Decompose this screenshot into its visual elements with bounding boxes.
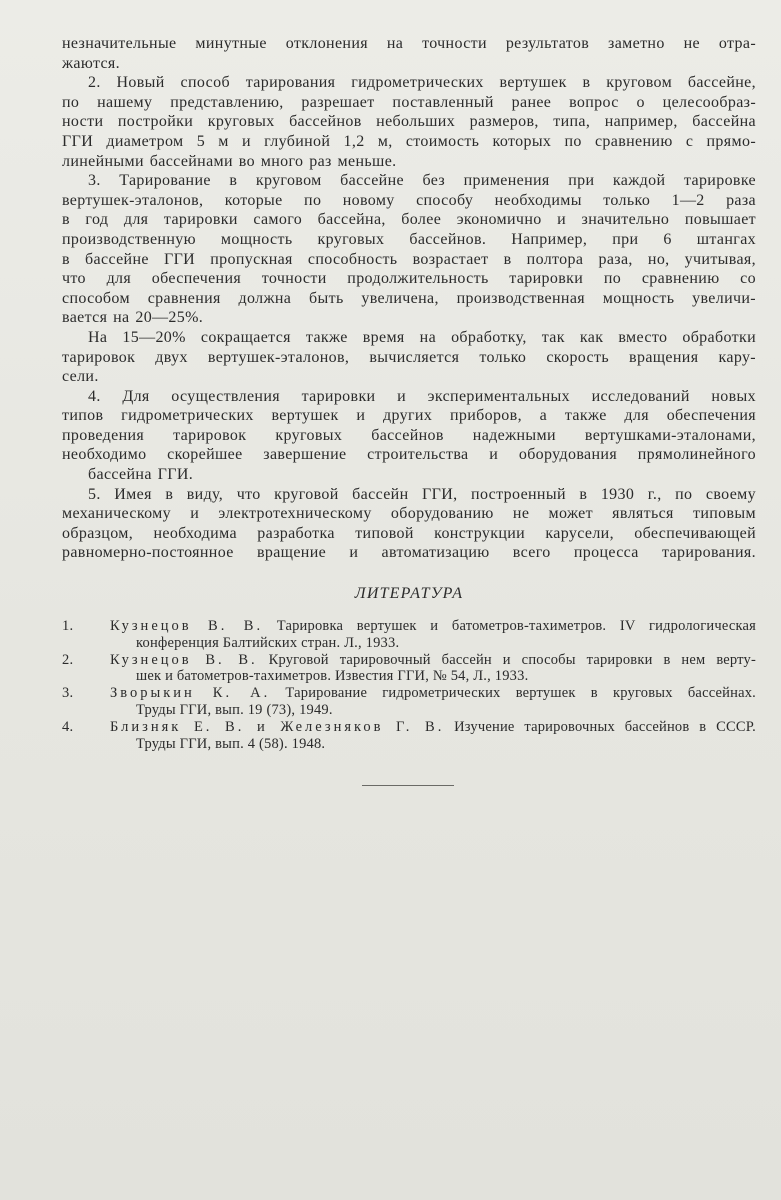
text-line: механическому и электротехническому оборудованию не может являться типовым xyxy=(62,505,756,523)
reference-item xyxy=(62,652,756,686)
paragraph-4 xyxy=(62,387,756,485)
text-line: На 15—20% сокращается также время на обработку, так как вместо обработки xyxy=(88,328,756,346)
reference-line: Труды ГГИ, вып. 19 (73), 1949. xyxy=(136,702,333,719)
paragraph-5 xyxy=(62,485,756,563)
reference-item xyxy=(62,685,756,719)
reference-item xyxy=(62,719,756,753)
reference-text: Круговой тарировочный бассейн и способы тарировки в нем верту- xyxy=(268,651,756,668)
text-line: вается на 20—25%. xyxy=(62,309,204,327)
text-line: типов гидрометрических вертушек и других приборов, а также для обеспечения xyxy=(62,407,756,425)
reference-line: конференция Балтийских стран. Л., 1933. xyxy=(136,634,400,651)
text-line: 5. Имея в виду, что круговой бассейн ГГИ, построенный в 1930 г., по своему xyxy=(88,485,756,503)
text-line: по нашему представлению, разрешает поставленный ранее вопрос о целесообраз- xyxy=(62,93,756,111)
reference-text: Тарировка вертушек и батометров-тахиметров. IV гидрологическая xyxy=(276,618,756,635)
reference-line xyxy=(110,618,756,635)
paragraph-continuation xyxy=(62,34,756,73)
reference-list xyxy=(62,618,756,752)
reference-text: Изучение тарировочных бассейнов в СССР. xyxy=(454,718,756,735)
text-line: бассейна ГГИ. xyxy=(88,466,194,484)
reference-line xyxy=(110,652,756,669)
paragraph-2 xyxy=(62,73,756,171)
text-line: тарировок двух вертушек-эталонов, вычисляется только скорость вращения кару- xyxy=(62,348,756,366)
text-line: в год для тарировки самого бассейна, более экономично и значительно повышает xyxy=(62,211,756,229)
end-rule xyxy=(362,785,454,786)
text-line: линейными бассейнами во много раз меньше. xyxy=(62,152,397,170)
text-line: 4. Для осуществления тарировки и экспериментальных исследований новых xyxy=(88,387,756,405)
reference-number: 1. xyxy=(62,618,74,635)
reference-author: Близняк Е. В. и Железняков Г. В. xyxy=(110,718,445,735)
text-line: необходимо скорейшее завершение строительства и оборудования прямолинейного xyxy=(62,446,756,464)
reference-number: 4. xyxy=(62,718,74,735)
reference-author: Зворыкин К. А. xyxy=(110,685,271,702)
paragraph-3b xyxy=(62,328,756,387)
text-line: сели. xyxy=(62,368,99,386)
reference-item xyxy=(62,618,756,652)
text-line: проведения тарировок круговых бассейнов надежными вертушками-эталонами, xyxy=(62,426,756,444)
reference-number: 2. xyxy=(62,651,74,668)
text-line: незначительные минутные отклонения на точности результатов заметно не отра- xyxy=(62,35,756,52)
paragraph-3 xyxy=(62,171,756,328)
reference-author: Кузнецов В. В. xyxy=(110,618,264,635)
reference-line: шек и батометров-тахиметров. Известия ГГИ, № 54, Л., 1933. xyxy=(136,668,529,685)
text-line: вертушек-эталонов, которые по новому способу необходимы только 1—2 раза xyxy=(62,191,756,209)
text-line: способом сравнения должна быть увеличена, производственная мощность увеличи- xyxy=(62,289,756,307)
document-page xyxy=(62,34,756,752)
text-line: ности постройки круговых бассейнов небольших размеров, типа, например, бассейна xyxy=(62,113,756,131)
text-line: образцом, необходима разработка типовой конструкции карусели, обеспечивающей xyxy=(62,524,756,542)
literature-heading: ЛИТЕРАТУРА xyxy=(354,585,464,603)
reference-author: Кузнецов В. В. xyxy=(110,651,258,668)
reference-text: Тарирование гидрометрических вертушек в круговых бассейнах. xyxy=(285,685,756,702)
text-line: 3. Тарирование в круговом бассейне без применения при каждой тарировке xyxy=(88,172,756,190)
reference-line: Труды ГГИ, вып. 4 (58). 1948. xyxy=(136,735,326,752)
text-line: в бассейне ГГИ пропускная способность возрастает в полтора раза, но, учитывая, xyxy=(62,250,756,268)
text-line: ГГИ диаметром 5 м и глубиной 1,2 м, стоимость которых по сравнению с прямо- xyxy=(62,132,756,150)
reference-line xyxy=(110,719,756,736)
text-line: равномерно-постоянное вращение и автоматизацию всего процесса тарирования. xyxy=(62,544,756,562)
reference-line xyxy=(110,685,756,702)
text-line: что для обеспечения точности продолжительность тарировки по сравнению со xyxy=(62,270,756,288)
reference-number: 3. xyxy=(62,685,74,702)
text-line: 2. Новый способ тарирования гидрометрических вертушек в круговом бассейне, xyxy=(88,74,756,92)
text-line: производственную мощность круговых бассейнов. Например, при 6 штангах xyxy=(62,230,756,248)
text-line: жаются. xyxy=(62,54,120,72)
